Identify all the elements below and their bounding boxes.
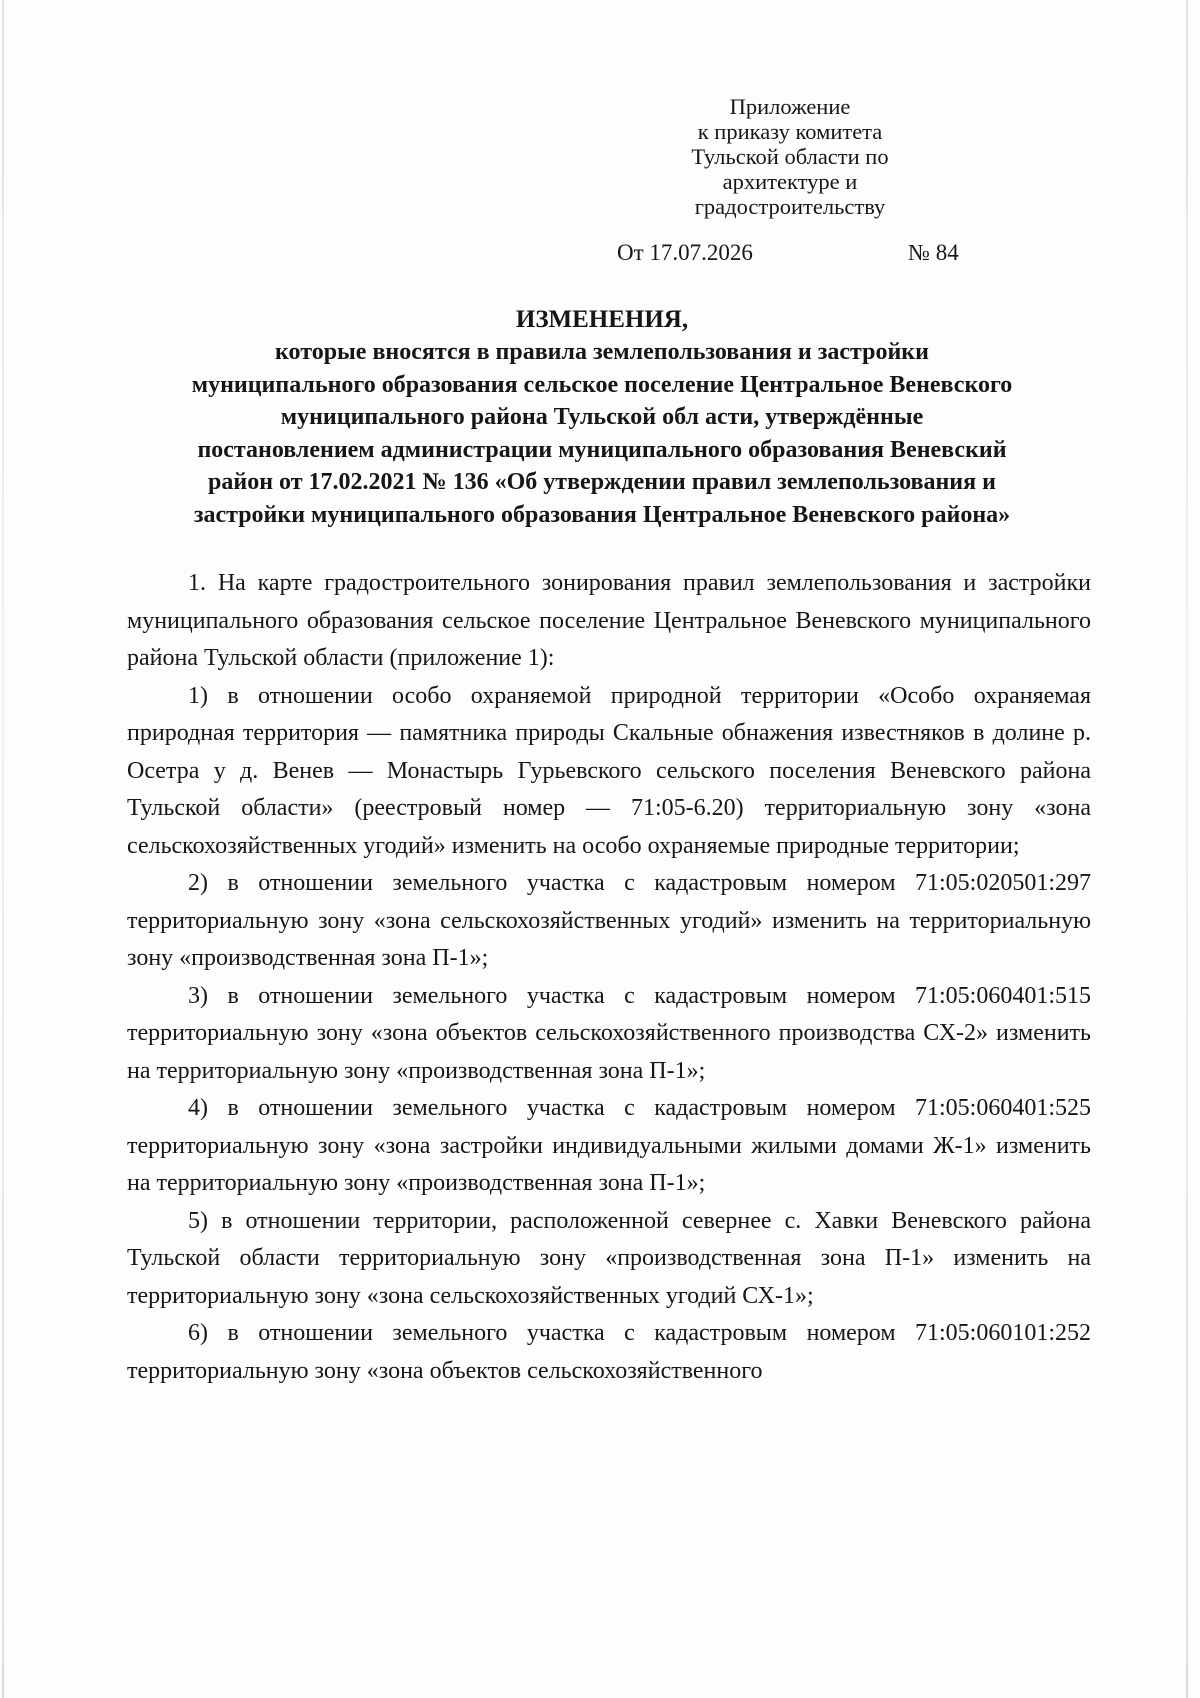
paragraph-item-5: 5) в отношении территории, расположенной севернее с. Хавки Веневского района Тульской области территориальную зону «производственная зона П-1» изменить на территориальную зону «зона сельскохозяйственных угодий СХ-1»; (127, 1207, 1091, 1309)
order-date-line (0, 240, 1200, 270)
subtitle-line: район от 17.02.2021 № 136 «Об утверждении правил землепользования и (208, 469, 996, 495)
subtitle-line: муниципального района Тульской обл асти, утверждённые (280, 404, 924, 430)
paragraph-item-4: 4) в отношении земельного участка с кадастровым номером 71:05:060401:525 территориальную зону «зона застройки индивидуальными жилыми домами Ж-1» изменить на территориальную зону «производственная зона П-1»; (127, 1095, 1091, 1196)
appendix-line: градостроительству (694, 194, 886, 219)
subtitle-line: постановлением администрации муниципального образования Веневский (197, 436, 1007, 463)
document-body (127, 565, 1091, 1390)
appendix-line: архитектуре и (722, 169, 858, 194)
order-number: № 84 (908, 240, 959, 265)
subtitle-line: которые вносятся в правила землепользования и застройки (275, 339, 929, 365)
appendix-line: к приказу комитета (697, 119, 883, 144)
paragraph-item-3: 3) в отношении земельного участка с кадастровым номером 71:05:060401:515 территориальную зону «зона объектов сельскохозяйственного производства СХ-2» изменить на территориальную зону «производственная зона П-1»; (127, 982, 1091, 1084)
document-title: ИЗМЕНЕНИЯ, (515, 306, 689, 333)
subtitle-line: застройки муниципального образования Центральное Веневского района» (193, 501, 1011, 528)
paragraph-item-6: 6) в отношении земельного участка с кадастровым номером 71:05:060101:252 территориальную зону «зона объектов сельскохозяйственного (127, 1320, 1091, 1384)
appendix-header (640, 94, 940, 219)
document-subtitle (110, 336, 1094, 531)
appendix-line: Тульской области по (691, 144, 889, 169)
order-date: От 17.07.2026 (617, 240, 753, 265)
appendix-line: Приложение (729, 94, 851, 119)
paragraph-item-1: 1) в отношении особо охраняемой природной территории «Особо охраняемая природная территория — памятника природы Скальные обнажения известняков в долине р. Осетра у д. Венев — Монастырь Гурьевского сельского поселения Веневского района Тульской области» (реестровый номер — 71:05-6.20) территориальную зону «зона сельскохозяйственных угодий» изменить на особо охраняемые природные территории; (127, 682, 1091, 859)
subtitle-line: муниципального образования сельское поселение Центральное Веневского (191, 371, 1013, 398)
paragraph-main: 1. На карте градостроительного зонирования правил землепользования и застройки муниципального образования сельское поселение Центральное Веневского муниципального района Тульской области (приложение 1): (127, 570, 1091, 671)
paragraph-item-2: 2) в отношении земельного участка с кадастровым номером 71:05:020501:297 территориальную зону «зона сельскохозяйственных угодий» изменить на территориальную зону «производственная зона П-1»; (127, 870, 1091, 971)
